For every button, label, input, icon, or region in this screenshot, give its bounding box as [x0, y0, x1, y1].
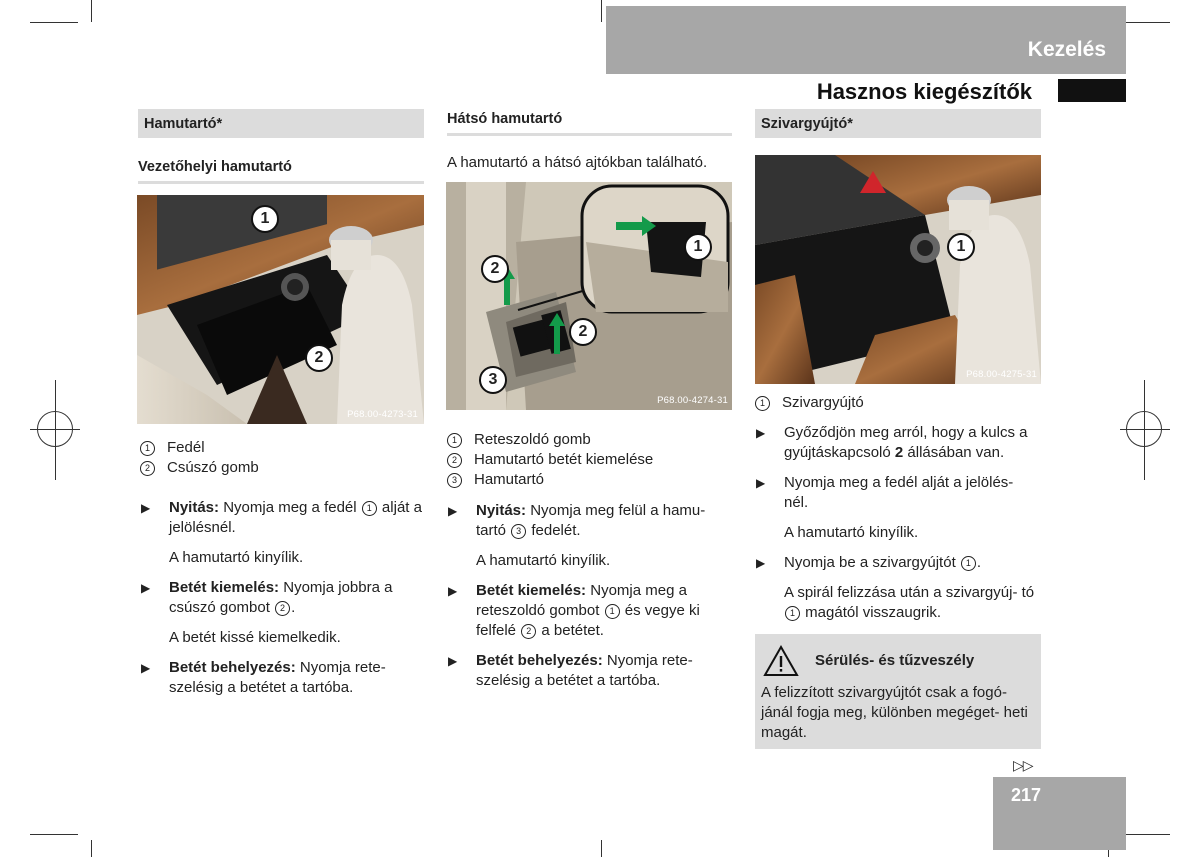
legend-item: 3 Hamutartó: [447, 470, 732, 490]
legend-item: 2 Hamutartó betét kiemelése: [447, 450, 732, 470]
step-press-cover: ▶ Nyomja meg a fedél alját a jelölés- nél.: [755, 473, 1041, 513]
legend-item: 2 Csúszó gomb: [140, 458, 424, 478]
callout-2: 2: [569, 318, 597, 346]
photo-front-ashtray: [137, 195, 424, 424]
crop-mark: [601, 840, 602, 857]
column-ashtray-front-text: [140, 438, 424, 698]
continued-mark: ▷▷: [1013, 757, 1033, 773]
callout-1: 1: [947, 233, 975, 261]
callout-2: 2: [305, 344, 333, 372]
step-insert: ▶ Betét behelyezés: Nyomja rete- szelésig a betétet a tartóba.: [447, 651, 732, 691]
step-note: A betét kissé kiemelkedik.: [169, 629, 341, 646]
step-remove-insert: ▶ Betét kiemelés: Nyomja jobbra a csúszó gombot 2 .: [140, 578, 424, 618]
warning-triangle-icon: [763, 645, 799, 677]
section-tab-marker: [1058, 79, 1126, 102]
legend-item: 1 Szivargyújtó: [755, 393, 1041, 413]
crop-mark: [1122, 834, 1170, 835]
step-note: A hamutartó kinyílik.: [784, 524, 919, 541]
callout-1: 1: [684, 233, 712, 261]
step-press-lighter: ▶ Nyomja be a szivargyújtót 1 .: [755, 553, 1041, 573]
crop-mark: [91, 0, 92, 22]
crop-mark: [601, 0, 602, 22]
page-subtitle: Hasznos kiegészítők: [816, 79, 1032, 104]
step-open: ▶ Nyitás: Nyomja meg felül a hamu- tartó 3 fedelét.: [447, 501, 732, 541]
photo-code: P68.00-4273-31: [347, 409, 418, 420]
sub-heading: Vezetőhelyi hamutartó: [138, 157, 424, 184]
column-cigarette-lighter: [755, 109, 1041, 138]
photo-rear-ashtray: [446, 182, 732, 410]
crop-mark: [91, 840, 92, 857]
crop-mark: [30, 22, 78, 23]
callout-2: 2: [481, 255, 509, 283]
callout-1: 1: [251, 205, 279, 233]
warning-text: A felizzított szivargyújtót csak a fogó- jánál fogja meg, különben megéget- heti magát.: [761, 684, 1028, 741]
photo-code: P68.00-4274-31: [657, 395, 728, 406]
crop-mark: [30, 834, 78, 835]
step-note: A hamutartó kinyílik.: [169, 549, 304, 566]
section-header-band: [606, 6, 1126, 74]
step-remove-insert: ▶ Betét kiemelés: Nyomja meg a reteszoldó gombot 1 és vegye ki felfelé 2 a betétet.: [447, 581, 732, 641]
step-insert: ▶ Betét behelyezés: Nyomja rete- szelésig a betétet a tartóba.: [140, 658, 424, 698]
warning-box: [755, 634, 1041, 749]
step-check-key: ▶ Győződjön meg arról, hogy a kulcs a gyújtáskapcsoló 2 állásában van.: [755, 423, 1041, 463]
photo-code: P68.00-4275-31: [966, 369, 1037, 380]
section-heading: Hamutartó*: [138, 109, 424, 138]
step-open: ▶ Nyitás: Nyomja meg a fedél 1 alját a jelölésnél.: [140, 498, 424, 538]
registration-mark: [1144, 380, 1145, 480]
column-ashtray-rear-text: [447, 430, 732, 691]
step-note: A spirál felizzása után a szivargyúj- tó 1 magától visszaugrik.: [784, 584, 1035, 621]
legend-item: 1 Fedél: [140, 438, 424, 458]
page-number: 217: [1011, 785, 1042, 805]
page-number-box: [993, 777, 1126, 850]
registration-mark: [55, 380, 56, 480]
legend-item: 1 Reteszoldó gomb: [447, 430, 732, 450]
column-ashtray-front: [138, 109, 424, 184]
warning-title: Sérülés- és tűzveszély: [815, 652, 975, 669]
callout-3: 3: [479, 366, 507, 394]
section-heading: Hátsó hamutartó: [447, 109, 732, 136]
section-heading: Szivargyújtó*: [755, 109, 1041, 138]
registration-mark: [1120, 429, 1170, 430]
step-note: A hamutartó kinyílik.: [476, 552, 611, 569]
section-title: Kezelés: [1027, 38, 1106, 61]
crop-mark: [1122, 22, 1170, 23]
intro-text: A hamutartó a hátsó ajtókban található.: [447, 154, 708, 171]
column-cigarette-lighter-text: [755, 393, 1041, 623]
column-ashtray-rear: [447, 109, 732, 173]
photo-cigarette-lighter: [755, 155, 1041, 384]
